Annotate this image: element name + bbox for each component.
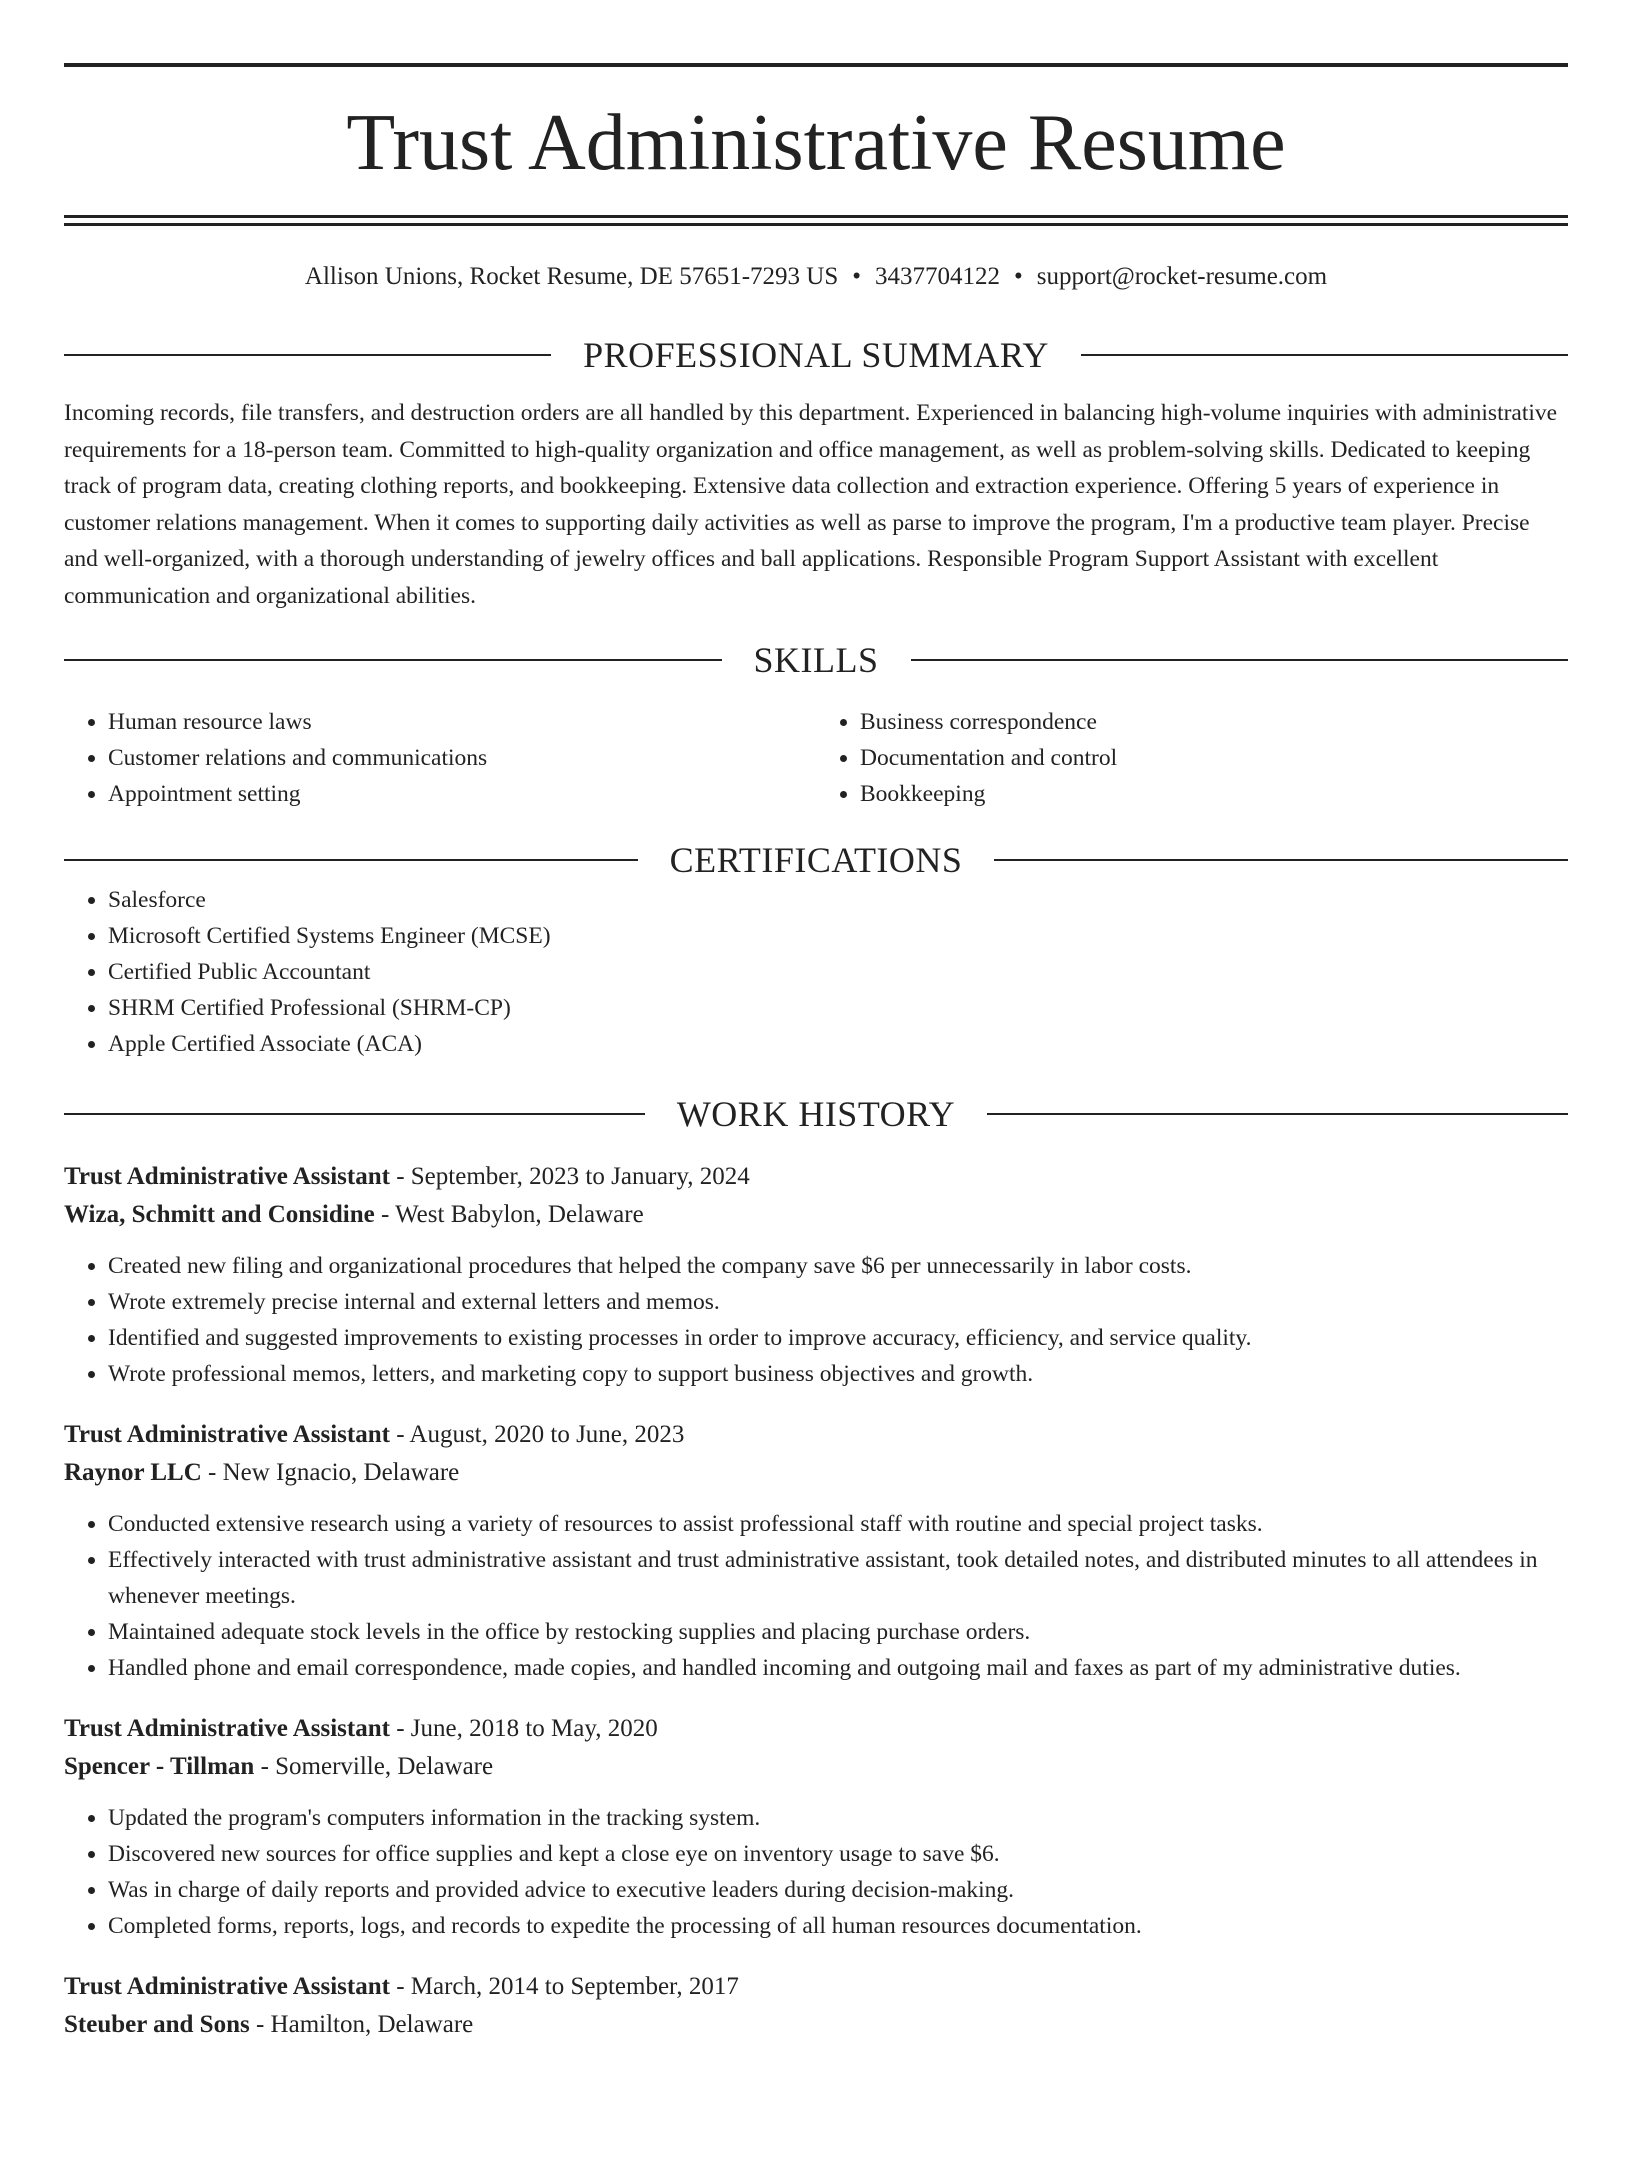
- job-duties-list: [64, 1248, 1568, 1392]
- skills-heading: SKILLS: [753, 640, 879, 680]
- job-entry: [64, 1158, 1568, 1392]
- job-title: Trust Administrative Assistant: [64, 1973, 390, 2000]
- job-company-line: [64, 1748, 1568, 1786]
- skill-item: • Human resource laws: [108, 704, 816, 740]
- job-company: Raynor LLC: [64, 1459, 202, 1486]
- job-company: Wiza, Schmitt and Considine: [64, 1201, 375, 1228]
- job-duty: • Handled phone and email correspondence, made copies, and handled incoming and outgoing mail and faxes as part of my administrative duties.: [108, 1650, 1568, 1686]
- contact-phone: 3437704122: [875, 263, 1001, 290]
- certification-item: • SHRM Certified Professional (SHRM-CP): [108, 990, 1568, 1026]
- job-duty: • Completed forms, reports, logs, and records to expedite the processing of all human resources documentation.: [108, 1908, 1568, 1944]
- contact-separator: •: [852, 263, 862, 290]
- certification-item: • Microsoft Certified Systems Engineer (MCSE): [108, 918, 1568, 954]
- skill-item: • Customer relations and communications: [108, 740, 816, 776]
- job-duty: • Conducted extensive research using a variety of resources to assist professional staff with routine and special project tasks.: [108, 1506, 1568, 1542]
- job-title: Trust Administrative Assistant: [64, 1421, 390, 1448]
- skill-item: • Business correspondence: [860, 704, 1568, 740]
- job-duties-list: [64, 1800, 1568, 1944]
- skills-grid: [64, 704, 1568, 812]
- job-duty: • Wrote extremely precise internal and external letters and memos.: [108, 1284, 1568, 1320]
- job-duty: • Discovered new sources for office supplies and kept a close eye on inventory usage to save $6.: [108, 1836, 1568, 1872]
- job-company-line: [64, 1454, 1568, 1492]
- resume-page: [0, 63, 1632, 2175]
- job-dates: - March, 2014 to September, 2017: [389, 1973, 739, 2000]
- work-section-header: [64, 1092, 1568, 1136]
- job-dates: - June, 2018 to May, 2020: [389, 1715, 658, 1742]
- job-company-line: [64, 2006, 1568, 2044]
- job-location: - Hamilton, Delaware: [249, 2011, 474, 2038]
- job-dates: - September, 2023 to January, 2024: [389, 1163, 750, 1190]
- job-title-line: [64, 1968, 1568, 2006]
- skills-list-right: [816, 704, 1568, 812]
- job-entry: [64, 1710, 1568, 1944]
- skills-list-left: [64, 704, 816, 812]
- top-rule: [64, 63, 1568, 67]
- job-duty: • Wrote professional memos, letters, and marketing copy to support business objectives and growth.: [108, 1356, 1568, 1392]
- job-title-line: [64, 1416, 1568, 1454]
- job-duty: • Updated the program's computers information in the tracking system.: [108, 1800, 1568, 1836]
- work-heading: WORK HISTORY: [676, 1094, 956, 1134]
- job-duties-list: [64, 1506, 1568, 1686]
- job-title-line: [64, 1710, 1568, 1748]
- divider-line: [911, 659, 1569, 661]
- job-entry: [64, 1968, 1568, 2044]
- job-dates: - August, 2020 to June, 2023: [389, 1421, 685, 1448]
- divider-line: [987, 1113, 1568, 1115]
- skills-section-header: [64, 638, 1568, 682]
- job-entry: [64, 1416, 1568, 1686]
- contact-line: [64, 261, 1568, 293]
- job-location: - West Babylon, Delaware: [374, 1201, 644, 1228]
- resume-title: Trust Administrative Resume: [346, 99, 1286, 187]
- job-duty: • Identified and suggested improvements to existing processes in order to improve accuracy, efficiency, and service quality.: [108, 1320, 1568, 1356]
- divider-line: [64, 354, 551, 356]
- contact-email: support@rocket-resume.com: [1036, 263, 1328, 290]
- divider-line: [64, 1113, 645, 1115]
- certifications-heading: CERTIFICATIONS: [669, 840, 963, 880]
- job-company: Spencer - Tillman: [64, 1753, 255, 1780]
- job-company: Steuber and Sons: [64, 2011, 250, 2038]
- certifications-list: [64, 882, 1568, 1062]
- job-title: Trust Administrative Assistant: [64, 1163, 390, 1190]
- certifications-section-header: [64, 838, 1568, 882]
- skill-item: • Documentation and control: [860, 740, 1568, 776]
- title-double-rule: [64, 215, 1568, 226]
- job-location: - New Ignacio, Delaware: [201, 1459, 460, 1486]
- job-title: Trust Administrative Assistant: [64, 1715, 390, 1742]
- summary-heading: PROFESSIONAL SUMMARY: [583, 335, 1049, 375]
- divider-line: [64, 659, 722, 661]
- divider-line: [1081, 354, 1568, 356]
- certification-item: • Salesforce: [108, 882, 1568, 918]
- certification-item: • Apple Certified Associate (ACA): [108, 1026, 1568, 1062]
- job-duty: • Maintained adequate stock levels in the office by restocking supplies and placing purchase orders.: [108, 1614, 1568, 1650]
- job-duty: • Effectively interacted with trust administrative assistant and trust administrative assistant, took detailed notes, and distributed minutes to all attendees in whenever meetings.: [108, 1542, 1568, 1614]
- job-company-line: [64, 1196, 1568, 1234]
- skill-item: • Bookkeeping: [860, 776, 1568, 812]
- summary-section-header: [64, 333, 1568, 377]
- contact-address: Allison Unions, Rocket Resume, DE 57651-7293 US: [304, 263, 839, 290]
- job-duty: • Created new filing and organizational procedures that helped the company save $6 per unnecessarily in labor costs.: [108, 1248, 1568, 1284]
- divider-line: [64, 859, 638, 861]
- contact-separator: •: [1014, 263, 1023, 290]
- certification-item: • Certified Public Accountant: [108, 954, 1568, 990]
- job-title-line: [64, 1158, 1568, 1196]
- job-location: - Somerville, Delaware: [254, 1753, 494, 1780]
- skill-item: • Appointment setting: [108, 776, 816, 812]
- summary-text: Incoming records, file transfers, and destruction orders are all handled by this department. Experienced in balancing high-volume inquiries with administrative requirements for a 18-person team. Committed to high-quality organization and office management, as well as problem-solving skills. Dedicated to keeping track of program data, creating clothing reports, and bookkeeping. Extensive data collection and extraction experience. Offering 5 years of experience in customer relations management. When it comes to supporting daily activities as well as parse to improve the program, I'm a productive team player. Precise and well-organized, with a thorough understanding of jewelry offices and ball applications. Responsible Program Support Assistant with excellent communication and organizational abilities.: [64, 400, 1558, 609]
- job-duty: • Was in charge of daily reports and provided advice to executive leaders during decision-making.: [108, 1872, 1568, 1908]
- divider-line: [994, 859, 1568, 861]
